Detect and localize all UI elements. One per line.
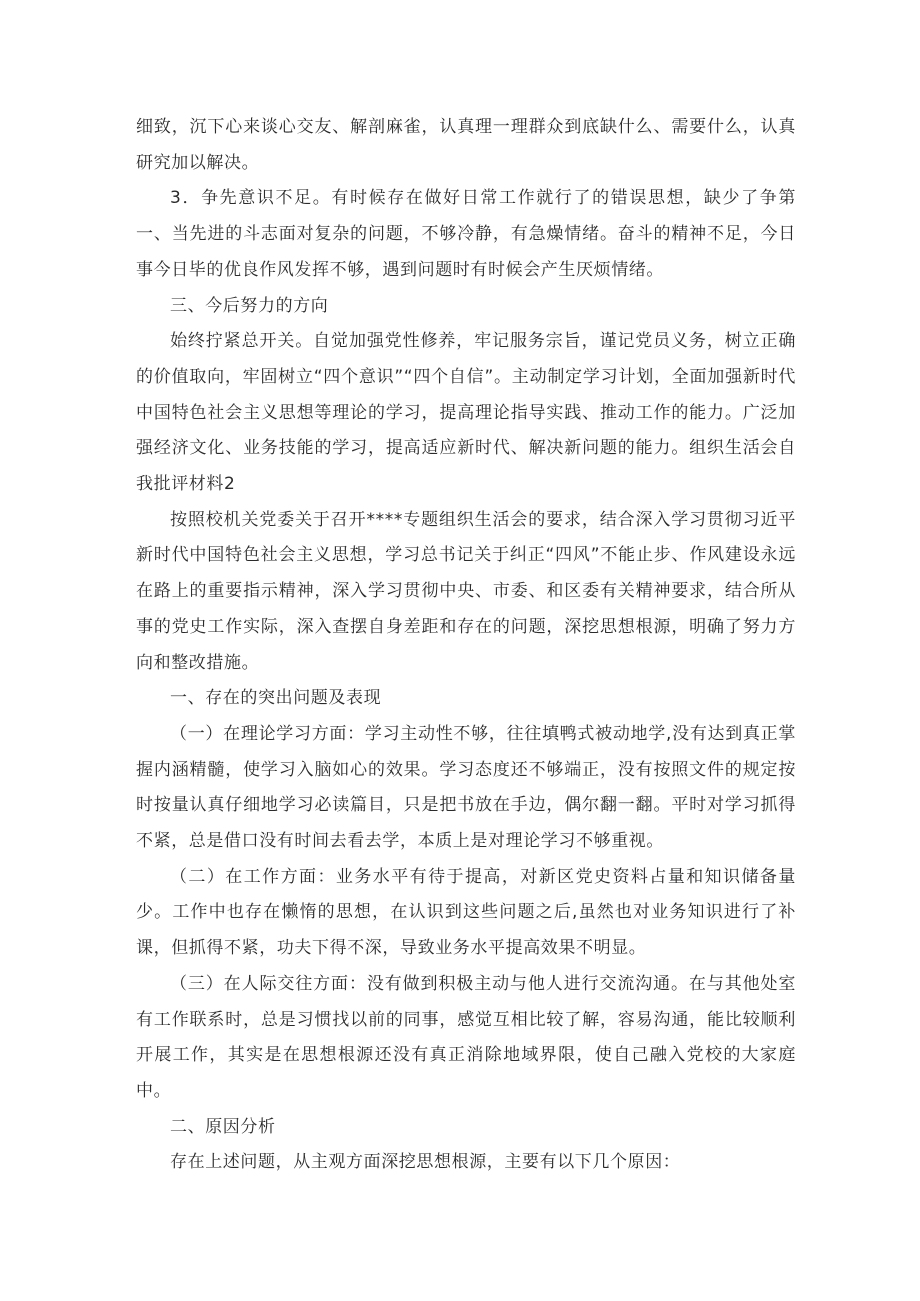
section-heading-causes: 二、原因分析 xyxy=(170,1116,276,1137)
work-paragraph: （二）在工作方面：业务水平有待于提高，对新区党史资料占量和知识储备量少。工作中也存在懒惰的思想，在认识到这些问题之后,虽然也对业务知识进行了补课，但抓得不紧，功夫下得不深，导致业务水平提高效果不明显。 xyxy=(136,866,796,959)
material-2-intro-paragraph: 按照校机关党委关于召开****专题组织生活会的要求，结合深入学习贯彻习近平新时代中国特色社会主义思想，学习总书记关于纠正“四风”不能止步、作风建设永远在路上的重要指示精神，深入学习贯彻中央、市委、和区委有关精神要求，结合所从事的党史工作实际，深入查摆自身差距和存在的问题，深挖思想根源，明确了努力方向和整改措施。 xyxy=(136,509,796,673)
interpersonal-paragraph: （三）在人际交往方面：没有做到积极主动与他人进行交流沟通。在与其他处室有工作联系时，总是习惯找以前的同事，感觉互相比较了解，容易沟通，能比较顺利开展工作，其实是在思想根源还没有真正消除地域界限，使自己融入党校的大家庭中。 xyxy=(136,973,796,1101)
theory-study-paragraph: （一）在理论学习方面：学习主动性不够，往往填鸭式被动地学,没有达到真正掌握内涵精髓，使学习入脑如心的效果。学习态度还不够端正，没有按照文件的规定按时按量认真仔细地学习必读篇目，只是把书放在手边，偶尔翻一翻。平时对学习抓得不紧，总是借口没有时间去看去学，本质上是对理论学习不够重视。 xyxy=(136,723,796,852)
future-direction-paragraph: 始终拧紧总开关。自觉加强党性修养，牢记服务宗旨，谨记党员义务，树立正确的价值取向，牢固树立“四个意识”“四个自信”。主动制定学习计划，全面加强新时代中国特色社会主义思想等理论的学习，提高理论指导实践、推动工作的能力。广泛加强经济文化、业务技能的学习，提高适应新时代、解决新问题的能力。组织生活会自我批评材料2 xyxy=(136,331,796,495)
continuation-paragraph: 细致，沉下心来谈心交友、解剖麻雀，认真理一理群众到底缺什么、需要什么，认真研究加以解决。 xyxy=(136,117,796,173)
document-body xyxy=(136,110,796,1181)
competitive-spirit-paragraph: 3．争先意识不足。有时候存在做好日常工作就行了的错误思想，缺少了争第一、当先进的斗志面对复杂的问题，不够冷静，有急燥情绪。奋斗的精神不足，今日事今日毕的优良作风发挥不够，遇到问题时有时候会产生厌烦情绪。 xyxy=(136,188,796,280)
causes-intro-paragraph: 存在上述问题，从主观方面深挖思想根源，主要有以下几个原因： xyxy=(170,1152,681,1173)
section-heading-future-direction: 三、今后努力的方向 xyxy=(170,295,329,316)
section-heading-problems: 一、存在的突出问题及表现 xyxy=(170,688,382,709)
